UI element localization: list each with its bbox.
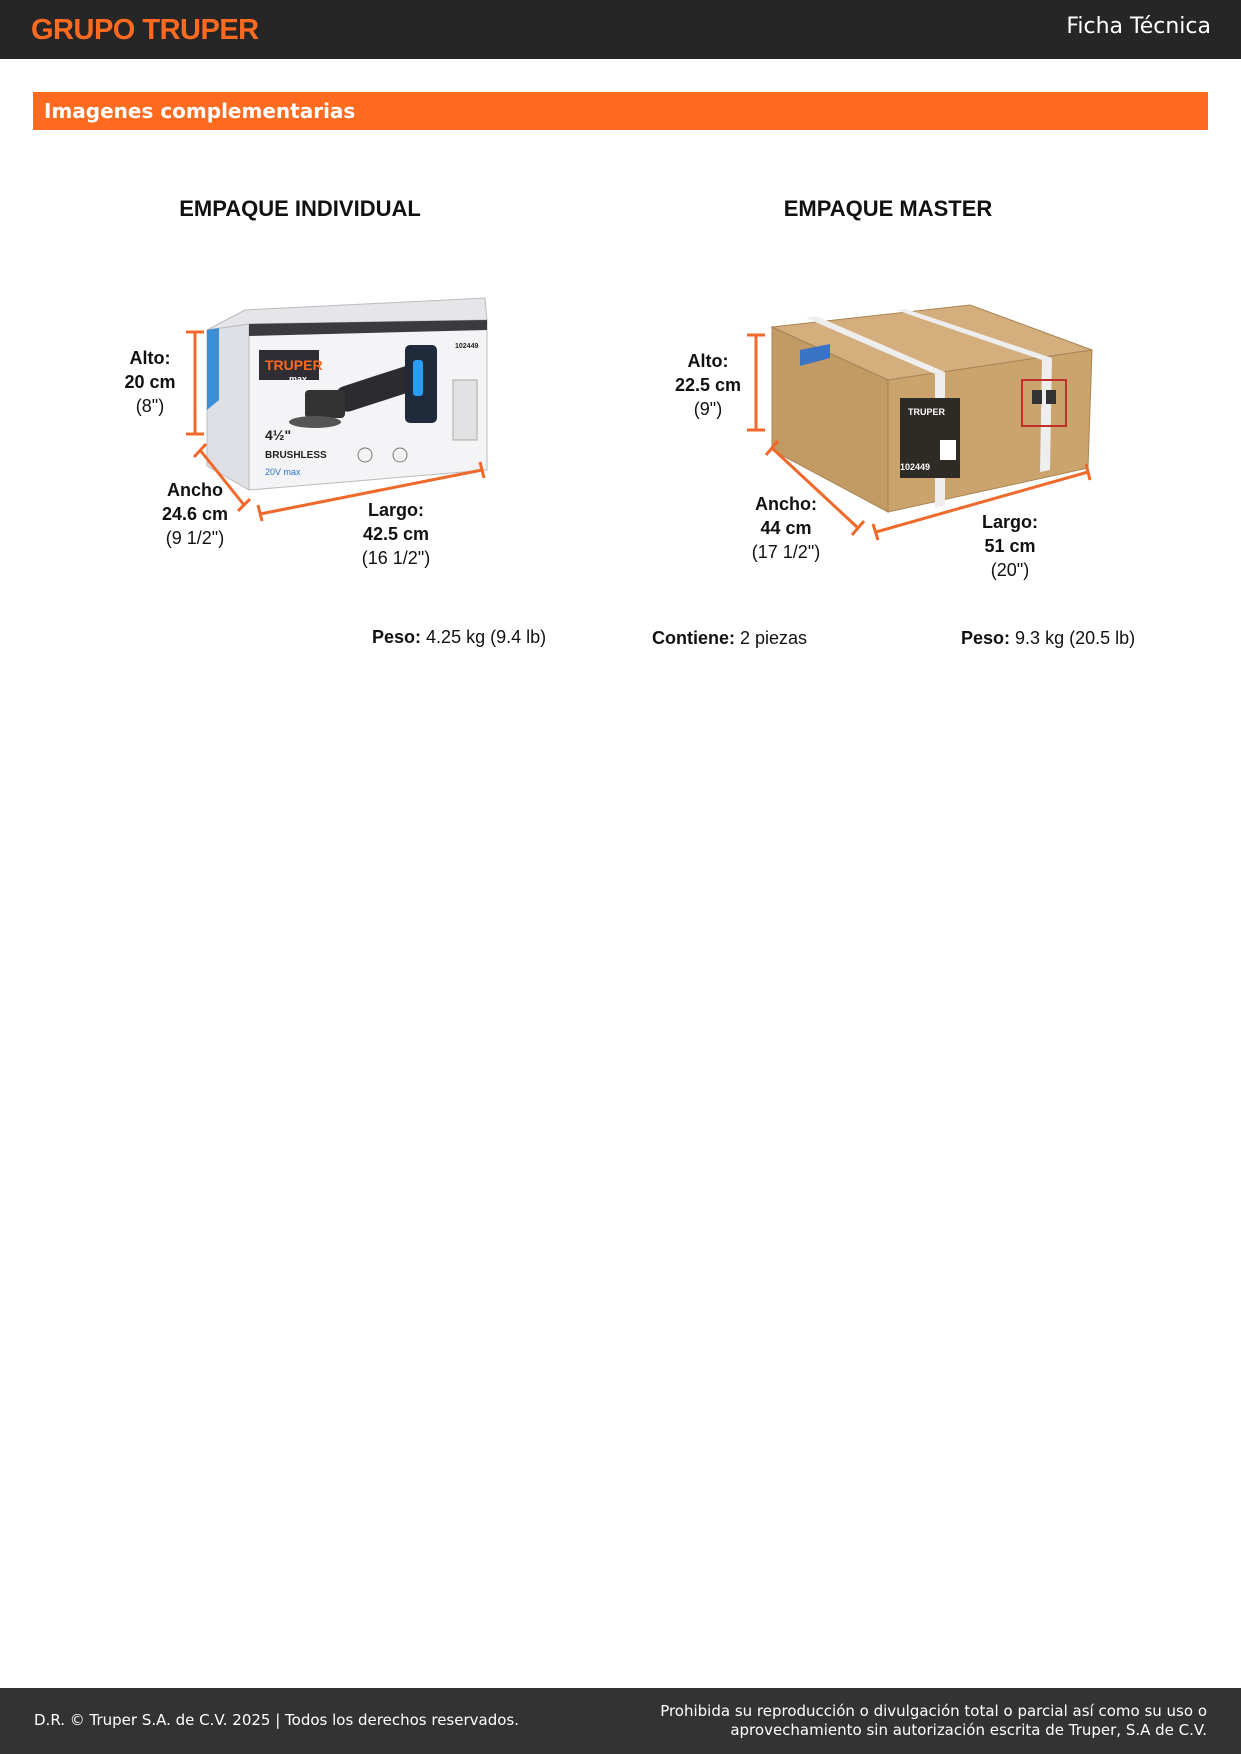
document-title: Ficha Técnica bbox=[1066, 14, 1211, 39]
legal-notice bbox=[647, 1702, 1207, 1740]
alto-inches: (8") bbox=[135, 396, 165, 416]
largo-value: 51 cm bbox=[984, 536, 1036, 556]
box-tech-text: BRUSHLESS bbox=[265, 450, 327, 461]
largo-label: Largo: bbox=[982, 512, 1038, 532]
page-footer bbox=[0, 1688, 1241, 1754]
box-brand-text: TRUPER bbox=[265, 357, 323, 373]
alto-inches: (9") bbox=[693, 399, 723, 419]
master-package-title: EMPAQUE MASTER bbox=[783, 196, 993, 221]
master-weight bbox=[961, 628, 1135, 649]
legal-notice-line-2: aprovechamiento sin autorización escrita de Truper, S.A de C.V. bbox=[730, 1721, 1207, 1739]
contiene-label: Contiene: bbox=[652, 628, 735, 648]
individual-package-title: EMPAQUE INDIVIDUAL bbox=[179, 196, 421, 221]
master-contents bbox=[652, 628, 807, 649]
master-alto-label bbox=[666, 349, 750, 421]
legal-notice-line-1: Prohibida su reproducción o divulgación total o parcial así como su uso o bbox=[660, 1702, 1207, 1720]
alto-label: Alto: bbox=[129, 348, 171, 368]
peso-label: Peso: bbox=[372, 627, 422, 647]
alto-value: 22.5 cm bbox=[674, 375, 742, 395]
largo-label: Largo: bbox=[368, 500, 424, 520]
alto-value: 20 cm bbox=[124, 372, 176, 392]
ancho-value: 44 cm bbox=[760, 518, 812, 538]
box-code-text: 102449 bbox=[455, 343, 479, 350]
contiene-value: 2 piezas bbox=[740, 628, 808, 648]
peso-value: 9.3 kg (20.5 lb) bbox=[1015, 628, 1136, 648]
copyright-text: D.R. © Truper S.A. de C.V. 2025 | Todos los derechos reservados. bbox=[34, 1711, 519, 1729]
alto-label: Alto: bbox=[687, 351, 729, 371]
ancho-inches: (17 1/2") bbox=[751, 542, 821, 562]
largo-inches: (20") bbox=[990, 560, 1030, 580]
master-box-brand: TRUPER bbox=[908, 407, 946, 417]
largo-inches: (16 1/2") bbox=[361, 548, 431, 568]
truper-logo: GRUPO TRUPER bbox=[31, 14, 259, 46]
ancho-label: Ancho bbox=[167, 480, 223, 500]
ancho-label: Ancho: bbox=[755, 494, 817, 514]
ancho-value: 24.6 cm bbox=[161, 504, 229, 524]
ancho-inches: (9 1/2") bbox=[165, 528, 225, 548]
largo-value: 42.5 cm bbox=[362, 524, 430, 544]
peso-label: Peso: bbox=[961, 628, 1011, 648]
master-dimension-lines bbox=[0, 0, 1241, 700]
individual-weight bbox=[372, 627, 546, 648]
section-title: Imagenes complementarias bbox=[44, 99, 356, 123]
box-sub-text: max bbox=[289, 374, 308, 384]
box-size-text: 4½" bbox=[265, 427, 292, 443]
peso-value: 4.25 kg (9.4 lb) bbox=[426, 627, 547, 647]
master-box-code: 102449 bbox=[900, 462, 931, 472]
master-ancho-label bbox=[746, 492, 826, 564]
master-largo-label bbox=[970, 510, 1050, 582]
box-volt-text: 20V max bbox=[265, 467, 301, 477]
